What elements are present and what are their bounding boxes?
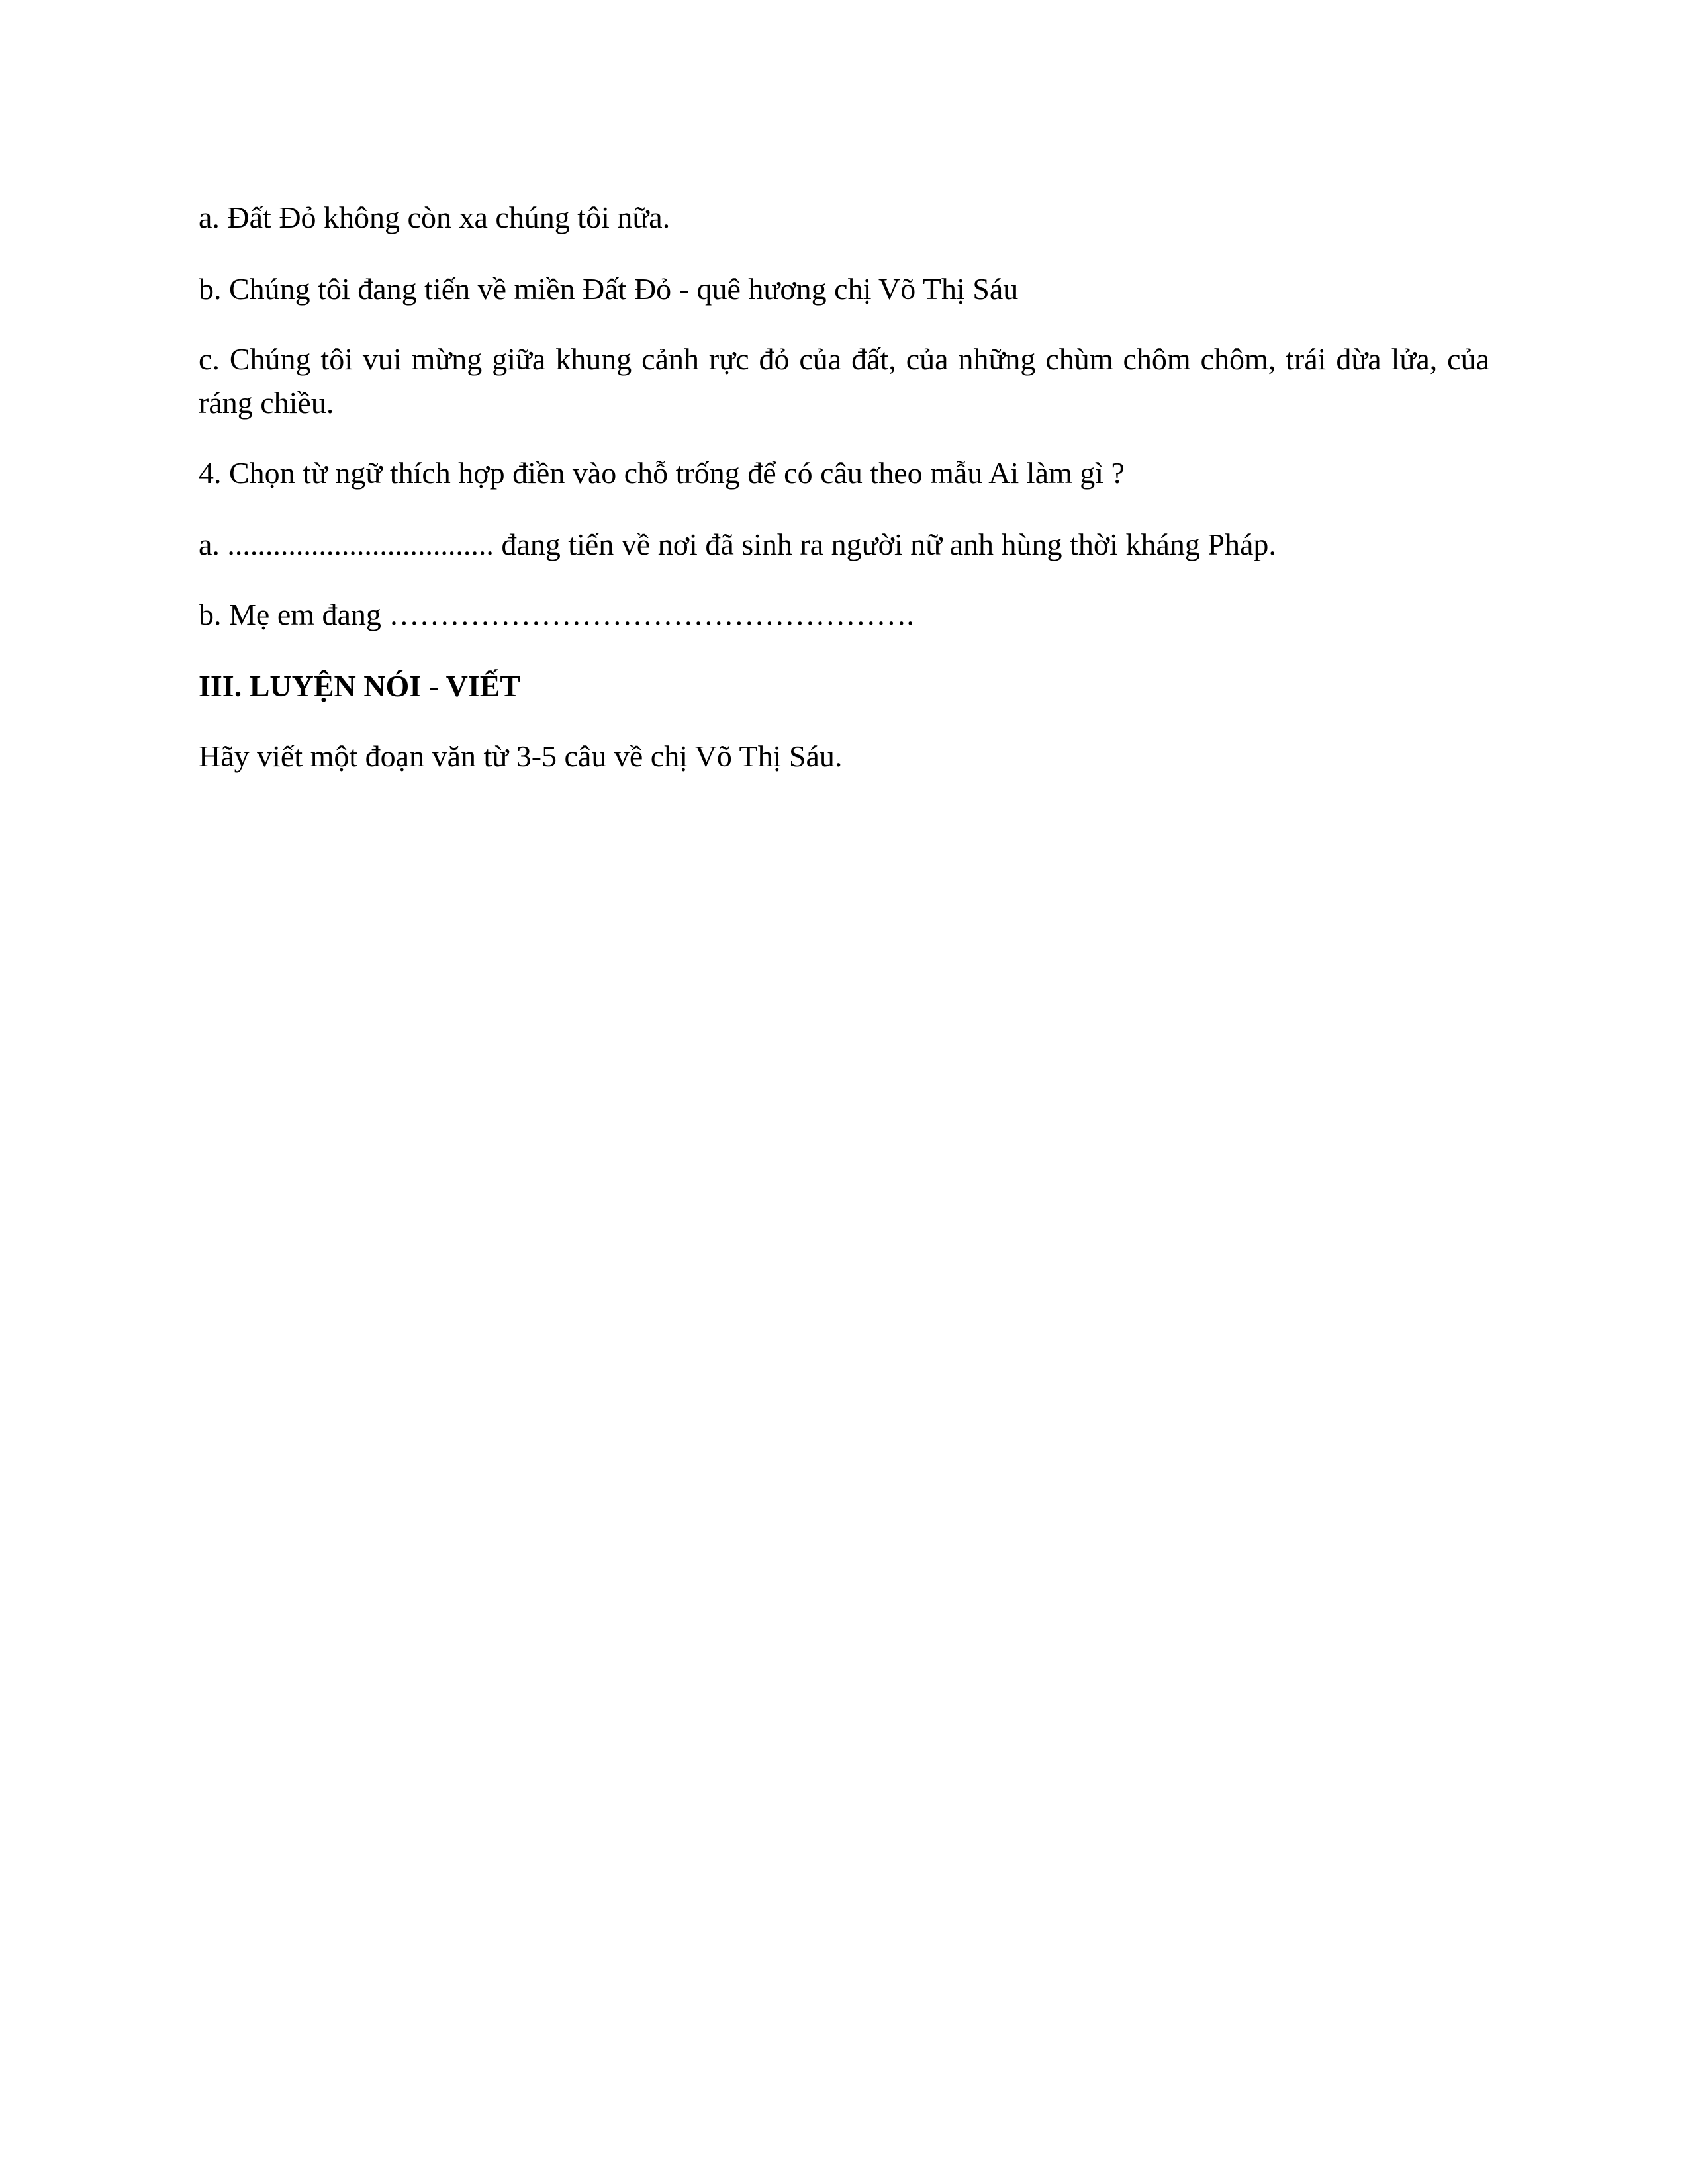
- fill-blank-b: b. Mẹ em đang …………………………………………….: [199, 598, 914, 631]
- section-heading: III. LUYỆN NÓI - VIẾT: [199, 669, 521, 703]
- answer-option-c: c. Chúng tôi vui mừng giữa khung cảnh rực đỏ của đất, của những chùm chôm chôm, trái dừa lửa, của ráng chiều.: [199, 342, 1489, 420]
- writing-task: Hãy viết một đoạn văn từ 3-5 câu về chị Võ Thị Sáu.: [199, 739, 843, 773]
- answer-option-b: b. Chúng tôi đang tiến về miền Đất Đỏ - quê hương chị Võ Thị Sáu: [199, 272, 1019, 306]
- answer-option-a: a. Đất Đỏ không còn xa chúng tôi nữa.: [199, 201, 671, 234]
- question-4: 4. Chọn từ ngữ thích hợp điền vào chỗ trống để có câu theo mẫu Ai làm gì ?: [199, 456, 1125, 490]
- fill-blank-a: a. ................................... đang tiến về nơi đã sinh ra người nữ anh hùng thời kháng Pháp.: [199, 527, 1276, 561]
